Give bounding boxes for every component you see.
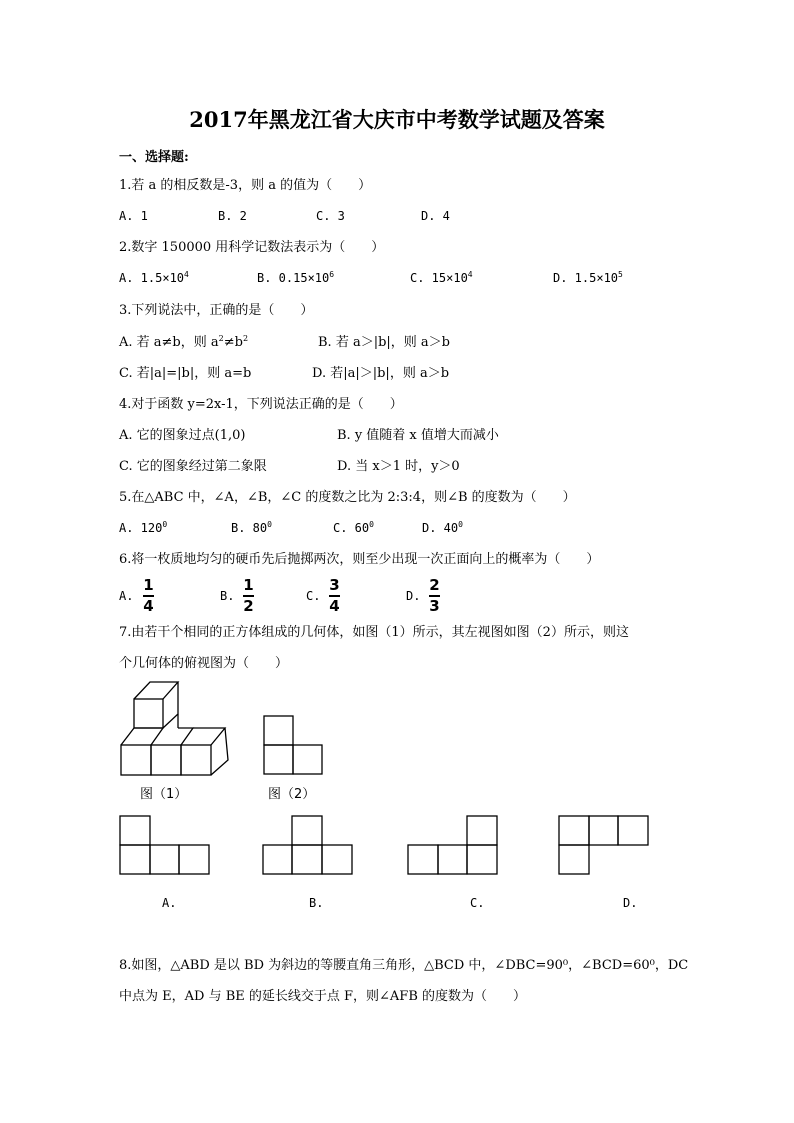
q5-option-b: B. $80^0$ — [231, 520, 272, 535]
figure-1-cube-solid — [115, 676, 240, 781]
q6-option-b-label: B. — [220, 589, 235, 603]
q4-option-c: C. 它的图象经过第二象限 — [119, 459, 267, 474]
q1-option-c: C. 3 — [316, 209, 345, 223]
q7-option-d-label: D. — [623, 896, 638, 910]
q3-option-b: B. 若 a＞|b|，则 a＞b — [318, 335, 450, 350]
question-7-stem-line1: 7.由若干个相同的正方体组成的几何体，如图（1）所示，其左视图如图（2）所示，则这 — [119, 625, 629, 640]
q7-option-b-figure — [261, 814, 355, 876]
question-8-stem-line2: 中点为 E，AD 与 BE 的延长线交于点 F，则∠AFB 的度数为（ ） — [119, 989, 527, 1004]
figure-2-left-view — [262, 714, 326, 776]
q2-option-d: D. $1.5\times 10^5$ — [553, 270, 623, 285]
q7-option-a-figure — [118, 814, 212, 876]
question-6-stem: 6.将一枚质地均匀的硬币先后抛掷两次，则至少出现一次正面向上的概率为（ ） — [119, 552, 600, 567]
q7-option-d-figure — [557, 814, 651, 876]
q6-option-d-fraction: 2 3 — [429, 576, 440, 615]
figure-2-caption: 图（2） — [268, 787, 316, 802]
q1-option-b: B. 2 — [218, 209, 247, 223]
question-8-stem-line1: 8.如图，△ABD 是以 BD 为斜边的等腰直角三角形，△BCD 中，∠DBC=90⁰，∠BCD=60⁰，DC — [119, 958, 689, 973]
q6-option-c-label: C. — [306, 589, 321, 603]
q3-option-c: C. 若|a|=|b|，则 a=b — [119, 366, 252, 381]
q7-option-c-label: C. — [470, 896, 485, 910]
question-5-stem: 5.在△ABC 中，∠A，∠B，∠C 的度数之比为 2:3:4，则∠B 的度数为（ ） — [119, 490, 576, 505]
figure-1-caption: 图（1） — [140, 787, 188, 802]
q6-option-c-fraction: 3 4 — [329, 576, 340, 615]
q5-option-d: D. $40^0$ — [422, 520, 463, 535]
question-1-stem: 1.若 a 的相反数是-3，则 a 的值为（ ） — [119, 178, 372, 193]
q7-option-b-label: B. — [309, 896, 324, 910]
q6-option-a-label: A. — [119, 589, 134, 603]
q4-option-d: D. 当 x＞1 时，y＞0 — [337, 459, 460, 474]
section-heading: 一、选择题: — [119, 150, 189, 165]
q1-option-a: A. 1 — [119, 209, 148, 223]
q5-option-a: A. $120^0$ — [119, 520, 168, 535]
q4-option-b: B. y 值随着 x 值增大而减小 — [337, 428, 499, 443]
q7-option-c-figure — [406, 814, 500, 876]
q7-option-a-label: A. — [162, 896, 177, 910]
question-7-stem-line2: 个几何体的俯视图为（ ） — [119, 656, 289, 671]
q2-option-b: B. $0.15\times 10^6$ — [257, 270, 335, 285]
q1-option-d: D. 4 — [421, 209, 450, 223]
q2-option-c: C. $15\times 10^4$ — [410, 270, 473, 285]
q3-option-d: D. 若|a|＞|b|，则 a＞b — [312, 366, 450, 381]
q2-option-a: A. $1.5\times 10^4$ — [119, 270, 189, 285]
question-3-stem: 3.下列说法中，正确的是（ ） — [119, 303, 314, 318]
q5-option-c: C. $60^0$ — [333, 520, 374, 535]
q4-option-a: A. 它的图象过点(1,0) — [119, 428, 246, 443]
question-4-stem: 4.对于函数 y=2x-1，下列说法正确的是（ ） — [119, 397, 403, 412]
document-title: 2017年黑龙江省大庆市中考数学试题及答案 — [189, 107, 605, 132]
question-2-stem: 2.数字 150000 用科学记数法表示为（ ） — [119, 240, 385, 255]
q6-option-b-fraction: 1 2 — [243, 576, 254, 615]
q6-option-d-label: D. — [406, 589, 421, 603]
q6-option-a-fraction: 1 4 — [143, 576, 154, 615]
q3-option-a: A. 若 a≠b，则 $a^2\ne b^2$ — [119, 334, 249, 350]
